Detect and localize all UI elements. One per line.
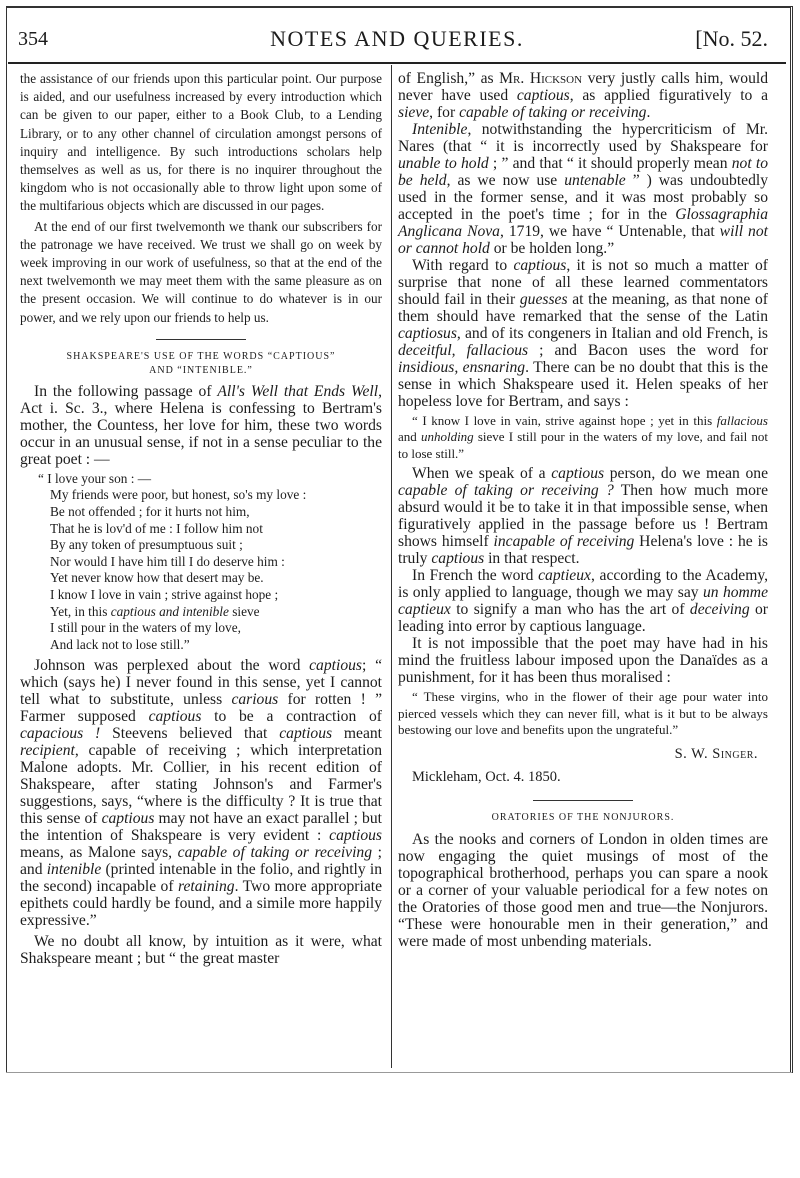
oratories-title: ORATORIES OF THE NONJURORS.	[491, 812, 675, 824]
article-title	[20, 350, 382, 378]
verse-line: I still pour in the waters of my love,	[50, 620, 241, 636]
article-title-line-2: AND “INTENIBLE.”	[149, 364, 253, 376]
editorial-paragraph-2: At the end of our first twelvemonth we thank our subscribers for the patronage we have received. We trust we shall go on week by week improving in our work of usefulness, so that at the end of the next twelvemonth we may meet them with the same pleasure as on the present occasion. We will continue to do whatever is in our power, and we rely upon our friends to help us.	[20, 218, 382, 325]
right-column	[398, 70, 768, 950]
verse-line: Yet never know how that desert may be.	[50, 570, 264, 586]
page-bottom-rule	[6, 1072, 791, 1073]
editorial-paragraph-1: the assistance of our friends upon this particular point. Our purpose is aided, and our usefulness increased by every introduction which can be given to our paper, either to a Book Club, to a Lending Library, or to any other channel of circulation amongst persons of inquiry and intelligence. By such introductions scholars help themselves as well as us, for there is no inquirer throughout the kingdom who is not occasionally able to throw light upon some of the multifarious objects which are discussed in our pages.	[20, 71, 382, 214]
verse-line: By any token of presumptuous suit ;	[50, 537, 243, 553]
verse-line: My friends were poor, but honest, so's my love :	[50, 487, 307, 503]
left-column	[20, 70, 382, 967]
verse-quotation	[20, 471, 382, 654]
verse-line: “ I love your son : —	[38, 470, 152, 486]
final-paragraph: We no doubt all know, by intuition as it were, what Shakspeare meant ; but “ the great master	[20, 933, 382, 968]
verse-line: Be not offended ; for it hurts not him,	[50, 504, 250, 520]
french-paragraph: In French the word captieux, according to the Academy, is only applied to language, though we may say un homme captieux to signify a man who has the art of deceiving or leading into error by captious language.	[398, 567, 769, 636]
danaides-paragraph: It is not impossible that the poet may have had in his mind the fruitless labour imposed upon the Danaïdes as a punishment, for it has been thus moralised :	[398, 635, 768, 687]
helena-quotation: “ I know I love in vain, strive against hope ; yet in this fallacious and unholding sieve I still pour in the waters of my love, and fail not to lose still.”	[398, 413, 768, 461]
oratories-paragraph: As the nooks and corners of London in olden times are now engaging the quiet musings of most of the topographical brotherhood, perhaps you can spare a nook or a corner of your valuable periodical for a few notes on the Oratories of those good men and true—the Nonjurors. “These were honourable men in their generation,” and were made of most unbending materials.	[398, 831, 768, 951]
journal-title: NOTES AND QUERIES.	[270, 26, 524, 51]
page-header	[8, 20, 786, 64]
verse-line: And lack not to lose still.”	[50, 636, 190, 652]
johnson-paragraph: Johnson was perplexed about the word captious; “ which (says he) I never found in this sense, yet I cannot tell what to substitute, unless carious for rotten ! ” Farmer supposed captious to be a contraction of capacious ! Steevens believed that captious meant recipient, capable of receiving ; which interpretation Malone adopts. Mr. Collier, in his recent edition of Shakspeare, after stating Johnson's and Farmer's suggestions, says, “where is the difficulty ? It is true that this sense of captious may not have an exact parallel ; but the intention of Shakspeare is very evident : captious means, as Malone says, capable of taking or receiving ; and intenible (printed intenable in the folio, and rightly in the second) incapable of retaining. Two more appropriate epithets could hardly be found, and a simile more happily expressive.”	[20, 657, 383, 930]
section-rule	[156, 339, 246, 340]
hickson-paragraph: of English,” as Mr. Hickson very justly calls him, would never have used captious, as applied figuratively to a sieve, for capable of taking or receiving.	[398, 70, 768, 121]
dateline: Mickleham, Oct. 4. 1850.	[412, 769, 561, 786]
virgins-quotation: “ These virgins, who in the flower of their age pour water into pierced vessels which they can never fill, what is it but to be always bestowing our love and benefits upon the ungrateful.”	[398, 689, 768, 738]
verse-line: Yet, in this captious and intenible sieve	[50, 603, 260, 619]
intenible-paragraph: Intenible, notwithstanding the hypercriticism of Mr. Nares (that “ it is incorrectly used by Shakspeare for unable to hold ; ” and that “ it should properly mean not to be held, as we now use untenable ” ) was undoubtedly used in the former sense, and it was most probably so accepted in the poet's time ; for in the Glossagraphia Anglicana Nova, 1719, we have “ Untenable, that will not or cannot hold or be holden long.”	[398, 121, 768, 257]
verse-line: I know I love in vain ; strive against hope ;	[50, 587, 279, 602]
bertram-paragraph: When we speak of a captious person, do we mean one capable of taking or receiving ? Then how much more absurd would it be to take it in that impossible sense, when figuratively applied in the passage before us ! Bertram shows himself incapable of receiving Helena's love : he is truly captious in that respect.	[398, 465, 769, 568]
article-intro: In the following passage of All's Well that Ends Well, Act i. Sc. 3., where Helena is confessing to Bertram's mother, the Countess, her love for him, these two words occur in an unusual sense, if not in a sense peculiar to the great poet : —	[20, 382, 383, 468]
section-rule	[533, 800, 633, 801]
page-number: 354	[18, 28, 48, 50]
issue-number: [No. 52.	[695, 26, 768, 51]
captious-paragraph: With regard to captious, it is not so much a matter of surprise that none of all these learned commentators should fail in their guesses at the meaning, as that none of them should have remarked that the sense of the Latin captiosus, and of its congeners in Italian and old French, is deceitful, fallacious ; and Bacon uses the word for insidious, ensnaring. There can be no doubt that this is the sense in which Shakspeare used it. Helen speaks of her hopeless love for Bertram, and says :	[398, 257, 769, 410]
verse-line: Nor would I have him till I do deserve him :	[50, 553, 285, 569]
article-title-line-1: SHAKSPEARE'S USE OF THE WORDS “CAPTIOUS”	[66, 350, 336, 362]
author-signature: S. W. Singer.	[674, 746, 758, 763]
column-divider	[391, 65, 392, 1068]
verse-line: That he is lov'd of me : I follow him not	[50, 520, 263, 536]
